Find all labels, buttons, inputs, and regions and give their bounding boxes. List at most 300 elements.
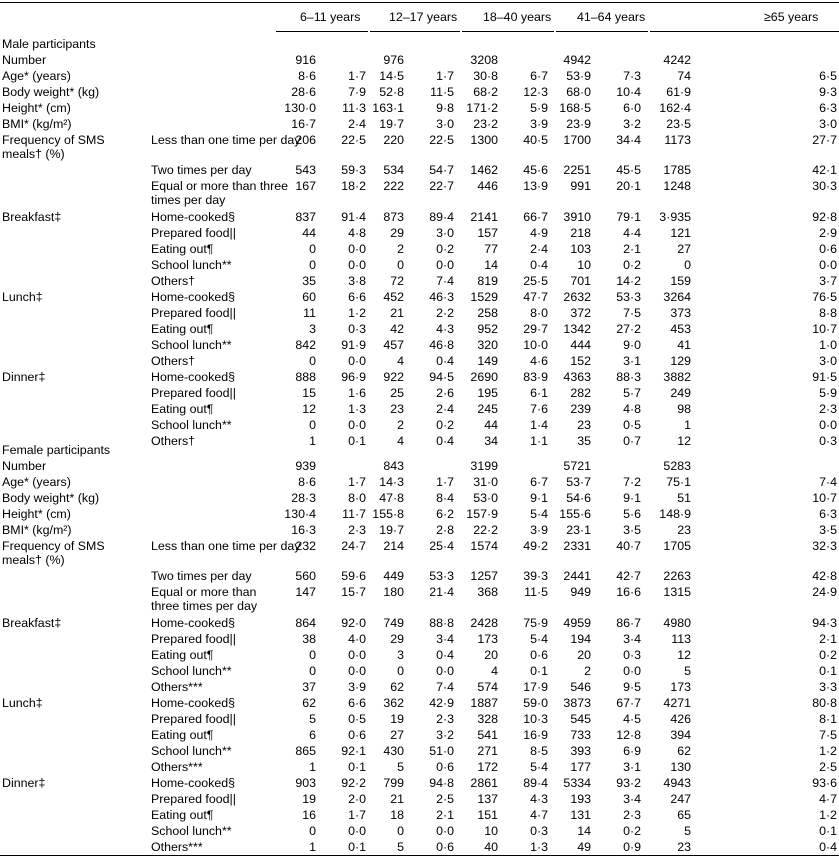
cell-count: 4943: [663, 776, 691, 790]
category-label: Eating out¶: [151, 728, 214, 742]
category-label: School lunch**: [151, 258, 232, 272]
cell-count: 394: [670, 728, 691, 742]
cell-count: 42: [390, 322, 404, 336]
category-label: School lunch**: [151, 824, 232, 838]
cell-percent: 46·3: [429, 290, 454, 304]
category-label: Two times per day: [151, 569, 252, 583]
cell-count: 560: [295, 569, 316, 583]
meal-row: [0, 631, 839, 647]
section-title-female: Female participants: [2, 443, 111, 457]
cell-count: 5: [397, 760, 404, 774]
meal-row: [0, 727, 839, 743]
cell-count: 180: [383, 585, 404, 599]
sms-row: [0, 538, 839, 567]
cell-count: 1700: [563, 133, 591, 147]
cell-percent: 2·3: [623, 808, 641, 822]
cell-percent: 7·5: [819, 728, 837, 742]
category-label: Home-cooked§: [151, 370, 236, 384]
cell-count: 16·3: [291, 523, 316, 537]
cell-percent: 42·7: [616, 569, 641, 583]
cell-percent: 3·2: [436, 728, 454, 742]
cell-percent: 27·7: [812, 133, 837, 147]
category-label: Home-cooked§: [151, 616, 236, 630]
cell-percent: 17·9: [523, 680, 548, 694]
cell-count: 837: [295, 210, 316, 224]
cell-percent: 4·6: [530, 354, 548, 368]
cell-count: 2441: [563, 569, 591, 583]
cell-percent: 67·7: [616, 696, 641, 710]
cell-percent: 6·7: [530, 475, 548, 489]
cell-percent: 0·4: [436, 648, 454, 662]
cell-count: 14: [484, 258, 498, 272]
cell-percent: 0·2: [819, 648, 837, 662]
cell-percent: 0·0: [819, 418, 837, 432]
cell-count: 19: [390, 712, 404, 726]
category-label: School lunch**: [151, 664, 232, 678]
cell-percent: 0·6: [436, 840, 454, 854]
cell-percent: 91·4: [341, 210, 366, 224]
meal-row: [0, 305, 839, 321]
cell-percent: 0·6: [348, 728, 366, 742]
cell-count: 21: [390, 306, 404, 320]
header-12-17: 12–17 years: [389, 10, 458, 24]
cell-percent: 2·0: [348, 792, 366, 806]
cell-count: 1529: [470, 290, 498, 304]
cell-percent: 7·4: [436, 274, 454, 288]
cell-percent: 2·2: [436, 306, 454, 320]
cell-percent: 11·5: [430, 85, 454, 99]
number-row: [0, 52, 839, 68]
cell-percent: 12·8: [616, 728, 641, 742]
cell-percent: 8·0: [348, 491, 366, 505]
cell-count: 3199: [470, 459, 498, 473]
cell-count: 18: [390, 808, 404, 822]
cell-percent: 10·3: [523, 712, 548, 726]
meal-row: [0, 433, 839, 449]
cell-percent: 22·5: [341, 133, 366, 147]
cell-count: 1462: [470, 163, 498, 177]
cell-count: 4942: [563, 53, 591, 67]
cell-percent: 2·1: [819, 632, 837, 646]
cell-count: 819: [477, 274, 498, 288]
cell-percent: 0·0: [436, 824, 454, 838]
cell-count: 23: [677, 840, 691, 854]
cell-percent: 5·6: [623, 507, 641, 521]
cell-percent: 80·8: [812, 696, 837, 710]
meal-row: [0, 615, 839, 631]
cell-count: 23·1: [566, 523, 591, 537]
meal-row: [0, 401, 839, 417]
category-label: Prepared food||: [151, 792, 236, 806]
cell-count: 1574: [470, 539, 498, 553]
cell-count: 193: [570, 792, 591, 806]
cell-percent: 4·7: [819, 792, 837, 806]
cell-count: 40: [484, 840, 498, 854]
cell-count: 12: [677, 434, 691, 448]
cell-percent: 0·4: [819, 840, 837, 854]
cell-count: 206: [295, 133, 316, 147]
cell-percent: 59·6: [341, 569, 366, 583]
cell-percent: 3·5: [819, 523, 837, 537]
cell-percent: 0·0: [348, 648, 366, 662]
cell-percent: 89·4: [429, 210, 454, 224]
cell-count: 0: [309, 824, 316, 838]
cell-count: 749: [383, 616, 404, 630]
cell-count: 1173: [664, 133, 691, 147]
cell-count: 75·1: [666, 475, 691, 489]
cell-count: 177: [570, 760, 591, 774]
meal-row: [0, 241, 839, 257]
cell-count: 368: [477, 585, 498, 599]
cell-percent: 1·7: [436, 475, 454, 489]
cell-percent: 0·0: [436, 258, 454, 272]
cell-percent: 0·2: [623, 258, 641, 272]
cell-count: 6: [309, 728, 316, 742]
cell-percent: 30·3: [812, 179, 837, 193]
cell-percent: 2·3: [436, 712, 454, 726]
cell-percent: 0·6: [530, 648, 548, 662]
category-label: Less than one time per day: [151, 133, 301, 147]
cell-percent: 4·5: [623, 712, 641, 726]
variable-row: [0, 100, 839, 116]
cell-percent: 3·2: [623, 117, 641, 131]
cell-percent: 0·2: [436, 242, 454, 256]
cell-percent: 2·8: [436, 523, 454, 537]
cell-count: 148·9: [659, 507, 691, 521]
cell-count: 249: [670, 386, 691, 400]
cell-count: 0: [309, 354, 316, 368]
cell-count: 328: [477, 712, 498, 726]
cell-count: 54·6: [566, 491, 591, 505]
category-label: Prepared food||: [151, 306, 236, 320]
cell-percent: 0·4: [436, 434, 454, 448]
cell-count: 1: [309, 760, 316, 774]
cell-percent: 16·6: [616, 585, 641, 599]
cell-percent: 53·3: [429, 569, 454, 583]
cell-percent: 92·1: [341, 744, 366, 758]
cell-count: 25: [390, 386, 404, 400]
cell-count: 258: [477, 306, 498, 320]
cell-percent: 94·3: [812, 616, 837, 630]
cell-count: 446: [477, 179, 498, 193]
cell-count: 16·7: [291, 117, 316, 131]
cell-count: 10: [577, 258, 591, 272]
cell-percent: 47·7: [523, 290, 548, 304]
cell-percent: 6·7: [530, 69, 548, 83]
cell-percent: 0·6: [436, 760, 454, 774]
cell-count: 35: [577, 434, 591, 448]
header-underline: [556, 31, 648, 32]
cell-percent: 1·2: [819, 808, 837, 822]
cell-count: 23: [677, 523, 691, 537]
cell-percent: 9·8: [436, 101, 454, 115]
category-label: Home-cooked§: [151, 776, 236, 790]
cell-percent: 1·4: [530, 418, 548, 432]
category-label: Less than one time per day: [151, 539, 301, 553]
meal-row: [0, 823, 839, 839]
cell-percent: 3·9: [530, 523, 548, 537]
row-label: BMI* (kg/m²): [2, 523, 72, 537]
cell-percent: 54·7: [429, 163, 454, 177]
category-label: Others***: [151, 760, 203, 774]
cell-count: 903: [295, 776, 316, 790]
cell-percent: 0·0: [348, 664, 366, 678]
category-label: Home-cooked§: [151, 696, 236, 710]
cell-percent: 9·1: [530, 491, 548, 505]
cell-count: 922: [383, 370, 404, 384]
cell-count: 843: [383, 459, 404, 473]
cell-percent: 9·5: [623, 680, 641, 694]
cell-count: 27: [677, 242, 691, 256]
meal-row: [0, 743, 839, 759]
sms-row: [0, 132, 839, 161]
category-label: Others†: [151, 354, 196, 368]
cell-count: 8·6: [298, 475, 316, 489]
cell-count: 52·8: [379, 85, 404, 99]
cell-count: 1300: [470, 133, 498, 147]
meal-label: Lunch‡: [2, 696, 43, 710]
cell-count: 5721: [563, 459, 591, 473]
header-18-40: 18–40 years: [483, 10, 552, 24]
cell-count: 2: [397, 242, 404, 256]
cell-count: 1785: [663, 163, 691, 177]
cell-count: 449: [383, 569, 404, 583]
row-label: Height* (cm): [2, 507, 71, 521]
cell-count: 916: [295, 53, 316, 67]
cell-count: 0: [309, 418, 316, 432]
cell-count: 3208: [470, 53, 498, 67]
cell-percent: 3·4: [623, 632, 641, 646]
cell-count: 2331: [563, 539, 591, 553]
cell-count: 545: [570, 712, 591, 726]
cell-percent: 83·9: [523, 370, 548, 384]
cell-percent: 6·5: [819, 69, 837, 83]
variable-row: [0, 506, 839, 522]
cell-count: 3·935: [659, 210, 691, 224]
cell-count: 31·0: [473, 475, 498, 489]
cell-count: 534: [383, 163, 404, 177]
cell-percent: 4·8: [348, 226, 366, 240]
cell-percent: 7·3: [623, 69, 641, 83]
cell-count: 0: [397, 664, 404, 678]
cell-percent: 8·4: [436, 491, 454, 505]
cell-count: 27: [390, 728, 404, 742]
variable-row: [0, 84, 839, 100]
cell-percent: 27·2: [616, 322, 641, 336]
category-label: Others***: [151, 840, 203, 854]
cell-percent: 10·4: [616, 85, 641, 99]
category-label: Eating out¶: [151, 808, 214, 822]
category-label: Home-cooked§: [151, 210, 236, 224]
sms-row: [0, 178, 839, 207]
cell-percent: 3·7: [819, 274, 837, 288]
cell-percent: 3·0: [819, 117, 837, 131]
meal-row: [0, 209, 839, 225]
cell-percent: 45·6: [523, 163, 548, 177]
header-underline: [462, 31, 554, 32]
cell-count: 62: [302, 696, 316, 710]
cell-percent: 1·3: [530, 840, 548, 854]
cell-percent: 2·4: [348, 117, 366, 131]
cell-percent: 46·8: [429, 338, 454, 352]
cell-count: 2632: [563, 290, 591, 304]
cell-count: 68·0: [566, 85, 591, 99]
meal-row: [0, 663, 839, 679]
meal-row: [0, 337, 839, 353]
cell-count: 5: [684, 664, 691, 678]
cell-percent: 59·0: [523, 696, 548, 710]
cell-percent: 3·4: [623, 792, 641, 806]
cell-percent: 91·5: [812, 370, 837, 384]
cell-count: 4980: [663, 616, 691, 630]
cell-percent: 0·4: [436, 354, 454, 368]
row-label: Frequency of SMS: [2, 539, 105, 553]
row-label: Age* (years): [2, 475, 71, 489]
cell-count: 0: [397, 258, 404, 272]
cell-count: 74: [677, 69, 691, 83]
sms-row: [0, 162, 839, 178]
cell-count: 393: [570, 744, 591, 758]
cell-count: 3910: [563, 210, 591, 224]
cell-count: 162·4: [659, 101, 691, 115]
cell-count: 4: [491, 664, 498, 678]
row-label: Number: [2, 459, 47, 473]
cell-count: 426: [670, 712, 691, 726]
cell-count: 4363: [563, 370, 591, 384]
cell-count: 23·9: [566, 117, 591, 131]
cell-percent: 32·3: [812, 539, 837, 553]
sms-row: [0, 584, 839, 613]
cell-count: 0: [397, 824, 404, 838]
cell-percent: 2·3: [819, 402, 837, 416]
cell-percent: 12·3: [523, 85, 548, 99]
cell-count: 51: [677, 491, 691, 505]
meal-label: Dinner‡: [2, 776, 46, 790]
cell-count: 320: [477, 338, 498, 352]
cell-count: 2: [584, 664, 591, 678]
cell-percent: 3·9: [348, 680, 366, 694]
cell-count: 61·9: [666, 85, 691, 99]
cell-percent: 49·2: [523, 539, 548, 553]
meal-label: Breakfast‡: [2, 210, 62, 224]
cell-count: 3882: [663, 370, 691, 384]
cell-percent: 42·9: [429, 696, 454, 710]
cell-percent: 11·7: [342, 507, 366, 521]
cell-count: 4271: [663, 696, 691, 710]
cell-count: 5334: [563, 776, 591, 790]
cell-percent: 3·3: [819, 680, 837, 694]
header-41-64: 41–64 years: [577, 10, 646, 24]
cell-percent: 34·4: [616, 133, 641, 147]
cell-percent: 2·1: [623, 242, 641, 256]
cell-count: 53·0: [473, 491, 498, 505]
cell-percent: 7·4: [436, 680, 454, 694]
category-label: Others†: [151, 274, 196, 288]
cell-count: 1257: [470, 569, 498, 583]
cell-percent: 10·7: [812, 322, 837, 336]
cell-count: 2141: [470, 210, 498, 224]
cell-count: 3: [397, 648, 404, 662]
cell-count: 38: [302, 632, 316, 646]
cell-percent: 0·1: [819, 824, 837, 838]
cell-percent: 0·1: [348, 840, 366, 854]
cell-percent: 10·0: [523, 338, 548, 352]
cell-percent: 2·5: [436, 792, 454, 806]
cell-percent: 8·5: [530, 744, 548, 758]
cell-count: 103: [570, 242, 591, 256]
cell-count: 220: [383, 133, 404, 147]
cell-count: 157: [477, 226, 498, 240]
cell-percent: 0·0: [348, 354, 366, 368]
cell-percent: 76·5: [812, 290, 837, 304]
cell-count: 60: [302, 290, 316, 304]
category-label: School lunch**: [151, 418, 232, 432]
cell-count: 130: [670, 760, 691, 774]
cell-percent: 0·6: [819, 242, 837, 256]
cell-percent: 7·5: [623, 306, 641, 320]
cell-count: 113: [671, 632, 691, 646]
cell-count: 62: [390, 680, 404, 694]
cell-percent: 5·4: [530, 632, 548, 646]
cell-percent: 42·8: [812, 569, 837, 583]
cell-count: 19: [302, 792, 316, 806]
cell-count: 5: [309, 712, 316, 726]
cell-percent: 93·6: [812, 776, 837, 790]
cell-percent: 91·9: [341, 338, 366, 352]
meal-row: [0, 839, 839, 855]
cell-count: 44: [302, 226, 316, 240]
cell-count: 4959: [563, 616, 591, 630]
cell-count: 888: [295, 370, 316, 384]
cell-count: 444: [570, 338, 591, 352]
category-label: School lunch**: [151, 744, 232, 758]
cell-percent: 18·2: [341, 179, 366, 193]
cell-percent: 5·7: [623, 386, 641, 400]
cell-percent: 0·7: [623, 434, 641, 448]
cell-percent: 6·3: [819, 101, 837, 115]
row-label: Height* (cm): [2, 101, 71, 115]
cell-count: 2: [397, 418, 404, 432]
cell-percent: 1·1: [530, 434, 548, 448]
cell-percent: 96·9: [341, 370, 366, 384]
category-label: Prepared food||: [151, 632, 236, 646]
cell-count: 430: [383, 744, 404, 758]
cell-percent: 93·2: [616, 776, 641, 790]
cell-percent: 3·0: [436, 117, 454, 131]
cell-count: 799: [383, 776, 404, 790]
cell-percent: 88·8: [429, 616, 454, 630]
cell-percent: 25·4: [429, 539, 454, 553]
cell-percent: 22·5: [429, 133, 454, 147]
cell-count: 546: [570, 680, 591, 694]
cell-count: 271: [477, 744, 498, 758]
cell-count: 68·2: [473, 85, 498, 99]
meal-row: [0, 807, 839, 823]
cell-percent: 0·0: [819, 258, 837, 272]
cell-count: 49: [577, 840, 591, 854]
cell-count: 171·2: [466, 101, 498, 115]
cell-count: 147: [295, 585, 316, 599]
cell-count: 1342: [563, 322, 591, 336]
cell-count: 3873: [563, 696, 591, 710]
cell-percent: 29·7: [523, 322, 548, 336]
cell-percent: 8·1: [819, 712, 837, 726]
bottom-rule: [0, 855, 839, 856]
cell-percent: 40·7: [616, 539, 641, 553]
cell-percent: 6·6: [348, 290, 366, 304]
cell-count: 4: [397, 354, 404, 368]
cell-percent: 6·3: [819, 507, 837, 521]
